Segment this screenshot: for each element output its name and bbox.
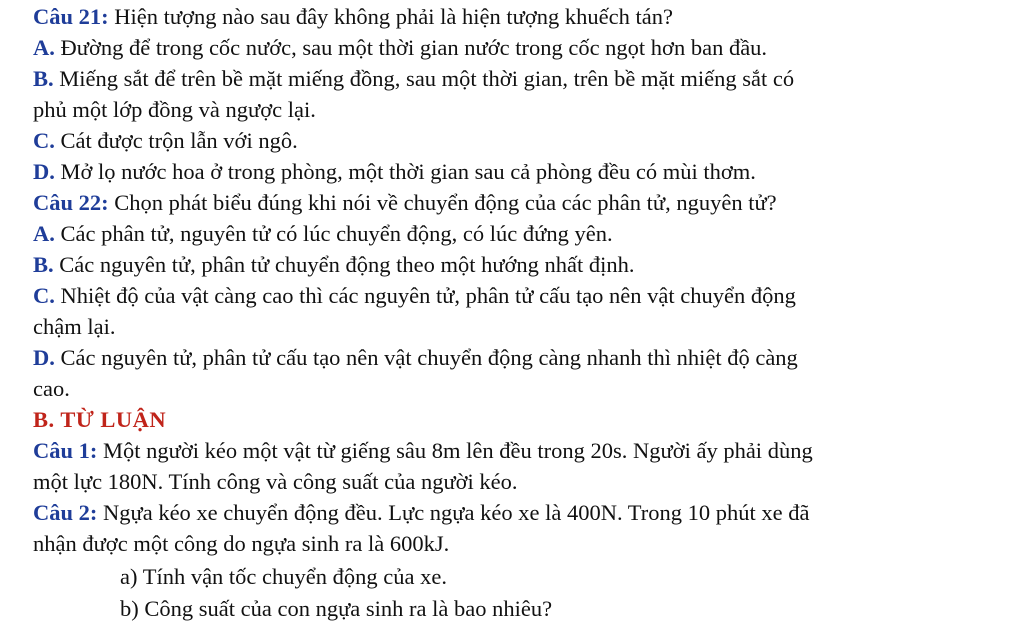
q22-label: Câu 22: (33, 190, 109, 215)
part-text: b) Công suất của con ngựa sinh ra là bao nhiêu? (120, 596, 553, 621)
q21-label: Câu 21: (33, 4, 109, 29)
q21-option-c (33, 126, 298, 156)
essay2-part-b (120, 594, 552, 624)
option-text: Đường để trong cốc nước, sau một thời gian nước trong cốc ngọt hơn ban đầu. (60, 35, 768, 60)
option-label: B. (33, 252, 54, 277)
option-label: A. (33, 35, 55, 60)
option-label: C. (33, 128, 55, 153)
option-text: Nhiệt độ của vật càng cao thì các nguyên tử, phân tử cấu tạo nên vật chuyển động (60, 283, 796, 308)
option-label: B. (33, 66, 54, 91)
option-text: Cát được trộn lẫn với ngô. (60, 128, 298, 153)
q21-option-b-cont (33, 95, 316, 125)
essay2-part-a (120, 562, 447, 592)
essay2-text: nhận được một công do ngựa sinh ra là 600kJ. (33, 531, 450, 556)
option-text: chậm lại. (33, 314, 116, 339)
section-title: B. TỪ LUẬN (33, 407, 167, 432)
q22-line (33, 188, 777, 218)
q22-option-d-cont (33, 374, 70, 404)
essay1-text: một lực 180N. Tính công và công suất của người kéo. (33, 469, 518, 494)
q21-option-d (33, 157, 756, 187)
essay2-label: Câu 2: (33, 500, 98, 525)
option-text: Các phân tử, nguyên tử có lúc chuyển động, có lúc đứng yên. (60, 221, 613, 246)
option-text: Mở lọ nước hoa ở trong phòng, một thời gian sau cả phòng đều có mùi thơm. (60, 159, 756, 184)
q22-text: Chọn phát biểu đúng khi nói về chuyển động của các phân tử, nguyên tử? (114, 190, 777, 215)
q22-option-c (33, 281, 796, 311)
option-label: D. (33, 345, 55, 370)
q21-option-b (33, 64, 794, 94)
q22-option-a (33, 219, 613, 249)
option-label: A. (33, 221, 55, 246)
q21-option-a (33, 33, 767, 63)
essay1-line (33, 436, 813, 466)
option-label: D. (33, 159, 55, 184)
option-label: C. (33, 283, 55, 308)
option-text: Các nguyên tử, phân tử chuyển động theo một hướng nhất định. (59, 252, 635, 277)
part-text: a) Tính vận tốc chuyển động của xe. (120, 564, 447, 589)
q22-option-d (33, 343, 798, 373)
option-text: phủ một lớp đồng và ngược lại. (33, 97, 316, 122)
option-text: Miếng sắt để trên bề mặt miếng đồng, sau một thời gian, trên bề mặt miếng sắt có (59, 66, 795, 91)
option-text: Các nguyên tử, phân tử cấu tạo nên vật chuyển động càng nhanh thì nhiệt độ càng (60, 345, 798, 370)
essay1-label: Câu 1: (33, 438, 98, 463)
essay2-text: Ngựa kéo xe chuyển động đều. Lực ngựa kéo xe là 400N. Trong 10 phút xe đã (103, 500, 810, 525)
essay2-line (33, 498, 809, 528)
q22-option-b (33, 250, 635, 280)
essay1-text: Một người kéo một vật từ giếng sâu 8m lên đều trong 20s. Người ấy phải dùng (103, 438, 813, 463)
q22-option-c-cont (33, 312, 115, 342)
q21-line (33, 2, 673, 32)
option-text: cao. (33, 376, 70, 401)
essay2-cont (33, 529, 449, 559)
q21-text: Hiện tượng nào sau đây không phải là hiện tượng khuếch tán? (114, 4, 673, 29)
section-b-heading (33, 405, 166, 435)
essay1-cont (33, 467, 518, 497)
